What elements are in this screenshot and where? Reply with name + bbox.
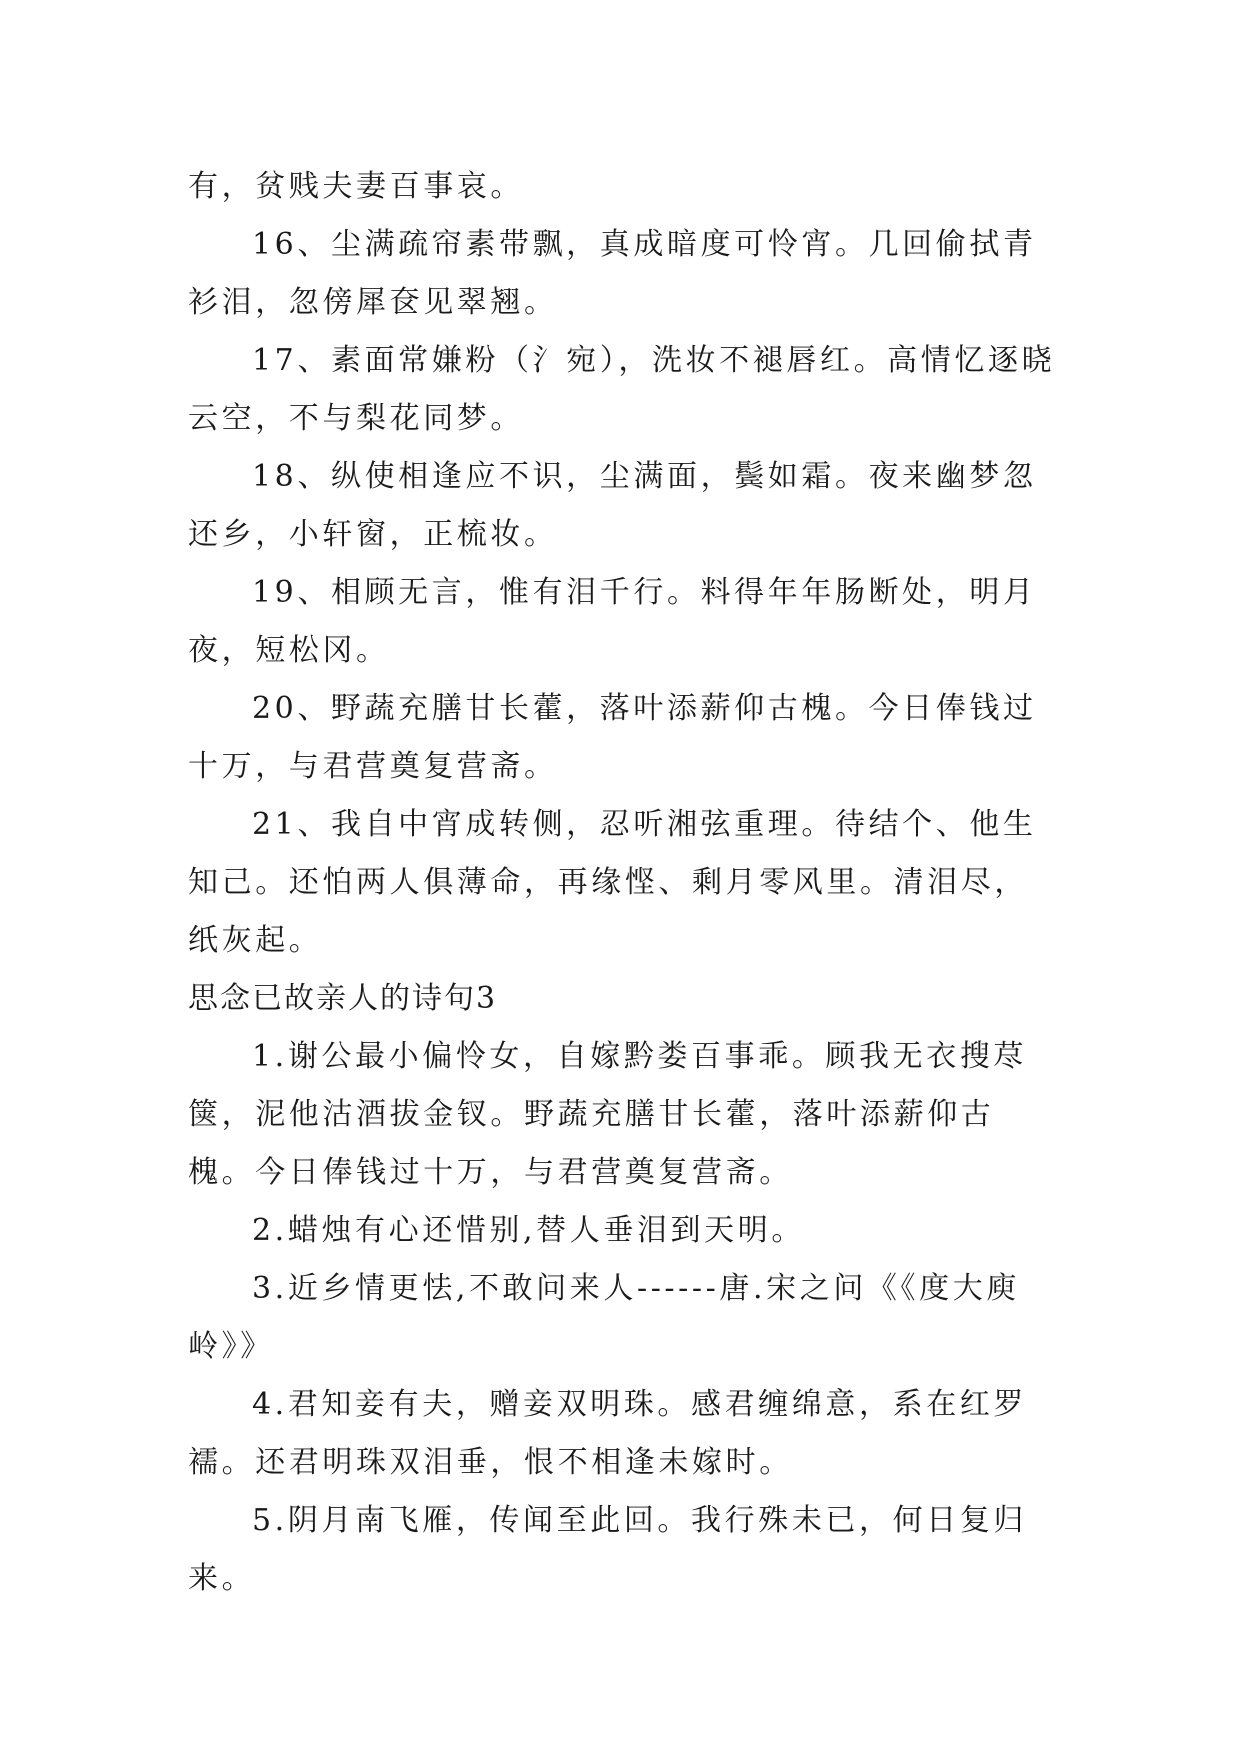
poem-line-2: 2.蜡烛有心还惜别,替人垂泪到天明。	[252, 1213, 805, 1248]
poem-line-1: 1.谢公最小偏怜女，自嫁黔娄百事乖。顾我无衣搜荩箧，泥他沽酒拔金钗。野蔬充膳甘长藿，落叶添薪仰古槐。今日俸钱过十万，与君营奠复营斋。	[188, 1039, 1028, 1190]
poem-line-5: 5.阴月南飞雁，传闻至此回。我行殊未已，何日复归来。	[188, 1503, 1028, 1596]
poem-line-21: 21、我自中宵成转侧，忍听湘弦重理。待结个、他生知己。还怕两人俱薄命，再缘悭、剩月零风里。清泪尽，纸灰起。	[188, 807, 1037, 958]
paragraph-continuation: 有，贫贱夫妻百事哀。	[188, 169, 524, 204]
document-body	[188, 158, 1058, 1608]
poem-line-16: 16、尘满疏帘素带飘，真成暗度可怜宵。几回偷拭青衫泪，忽傍犀奁见翠翘。	[188, 227, 1037, 320]
poem-line-19: 19、相顾无言，惟有泪千行。料得年年肠断处，明月夜，短松冈。	[188, 575, 1037, 668]
poem-line-3: 3.近乡情更怯,不敢问来人------唐.宋之问《《度大庾岭》》	[188, 1271, 1020, 1364]
poem-line-18: 18、纵使相逢应不识，尘满面，鬓如霜。夜来幽梦忽还乡，小轩窗，正梳妆。	[188, 459, 1037, 552]
poem-line-20: 20、野蔬充膳甘长藿，落叶添薪仰古槐。今日俸钱过十万，与君营奠复营斋。	[188, 691, 1037, 784]
poem-line-4: 4.君知妾有夫，赠妾双明珠。感君缠绵意，系在红罗襦。还君明珠双泪垂，恨不相逢未嫁时。	[188, 1387, 1028, 1480]
poem-line-17: 17、素面常嫌粉（氵宛），洗妆不褪唇红。高情忆逐晓云空，不与梨花同梦。	[188, 343, 1056, 436]
section-heading: 思念已故亲人的诗句3	[188, 981, 498, 1016]
